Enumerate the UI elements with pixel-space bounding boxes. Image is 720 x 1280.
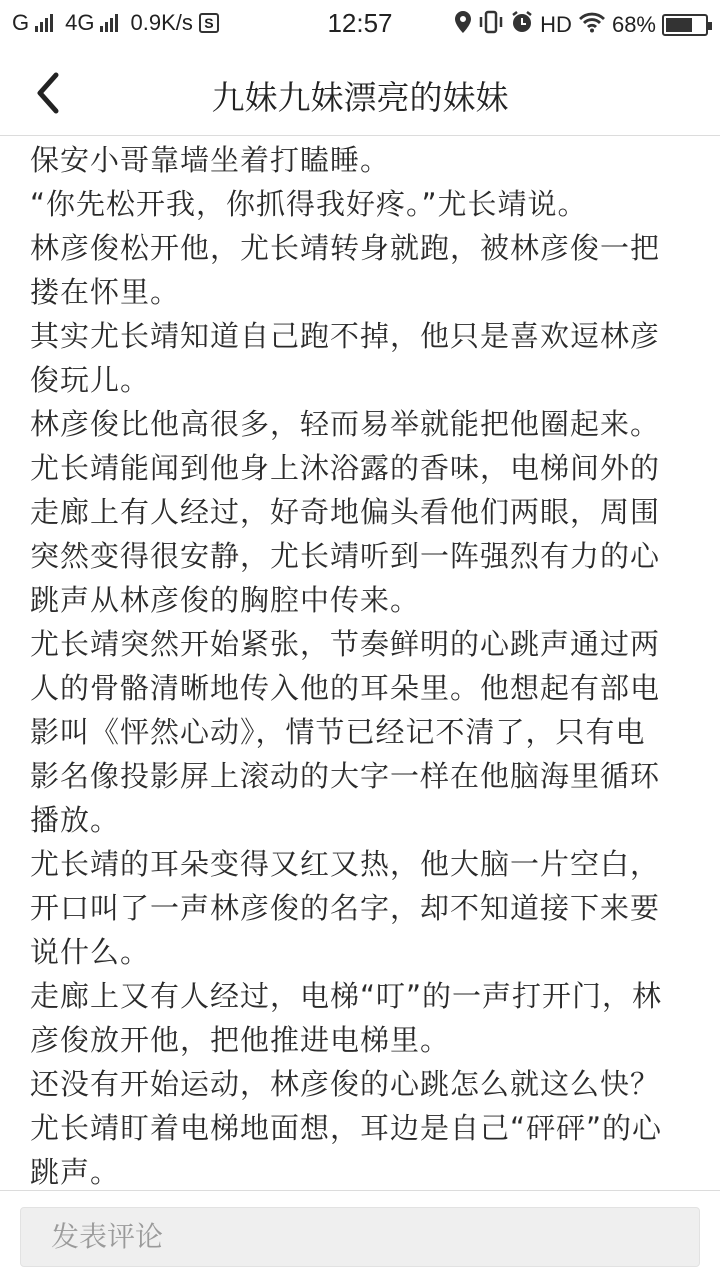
network-speed: 0.9K/s	[130, 10, 193, 35]
article-paragraph: 保安小哥靠墙坐着打瞌睡。	[30, 143, 391, 177]
clock: 12:57	[327, 8, 393, 38]
carrier-label-1: G	[12, 10, 30, 35]
article-body	[30, 138, 670, 1190]
s-badge-icon: S	[199, 13, 219, 33]
comment-bar	[0, 1190, 720, 1280]
alarm-icon	[510, 10, 534, 40]
nav-bar	[0, 50, 720, 136]
battery-percent: 68%	[611, 12, 656, 37]
carrier-label-2: 4G	[65, 10, 95, 35]
location-icon	[454, 10, 472, 40]
status-right	[454, 10, 708, 40]
article-paragraph: 其实尤长靖知道自己跑不掉，他只是喜欢逗林彦俊玩儿。	[30, 319, 661, 397]
vibrate-icon	[478, 10, 504, 40]
article-paragraph: 林彦俊松开他，尤长靖转身就跑，被林彦俊一把搂在怀里。	[30, 231, 661, 309]
article-paragraph: 尤长靖突然开始紧张，节奏鲜明的心跳声通过两人的骨骼清晰地传入他的耳朵里。他想起有部电影叫《怦然心动》，情节已经记不清了，只有电影名像投影屏上滚动的大字一样在他脑海里循环播放。	[30, 627, 661, 837]
battery-icon	[662, 14, 708, 36]
article-paragraph: 走廊上又有人经过，电梯“叮”的一声打开门，林彦俊放开他，把他推进电梯里。	[30, 979, 663, 1057]
hd-label: HD	[540, 12, 572, 37]
comment-input[interactable]: 发表评论	[20, 1207, 700, 1267]
status-bar	[0, 0, 720, 50]
article-paragraph: 还没有开始运动，林彦俊的心跳怎么就这么快？尤长靖盯着电梯地面想，耳边是自己“砰砰”的心跳声。	[30, 1067, 663, 1189]
article-paragraph: “你先松开我，你抓得我好疼。”尤长靖说。	[30, 187, 588, 221]
wifi-icon	[578, 11, 606, 39]
article-paragraph: 尤长靖的耳朵变得又红又热，他大脑一片空白，开口叫了一声林彦俊的名字，却不知道接下来要说什么。	[30, 847, 661, 969]
article-paragraph: 林彦俊比他高很多，轻而易举就能把他圈起来。尤长靖能闻到他身上沐浴露的香味，电梯间外的走廊上有人经过，好奇地偏头看他们两眼，周围突然变得很安静，尤长靖听到一阵强烈有力的心跳声从林彦俊的胸腔中传来。	[30, 407, 661, 617]
page-title: 九妹九妹漂亮的妹妹	[211, 78, 509, 117]
